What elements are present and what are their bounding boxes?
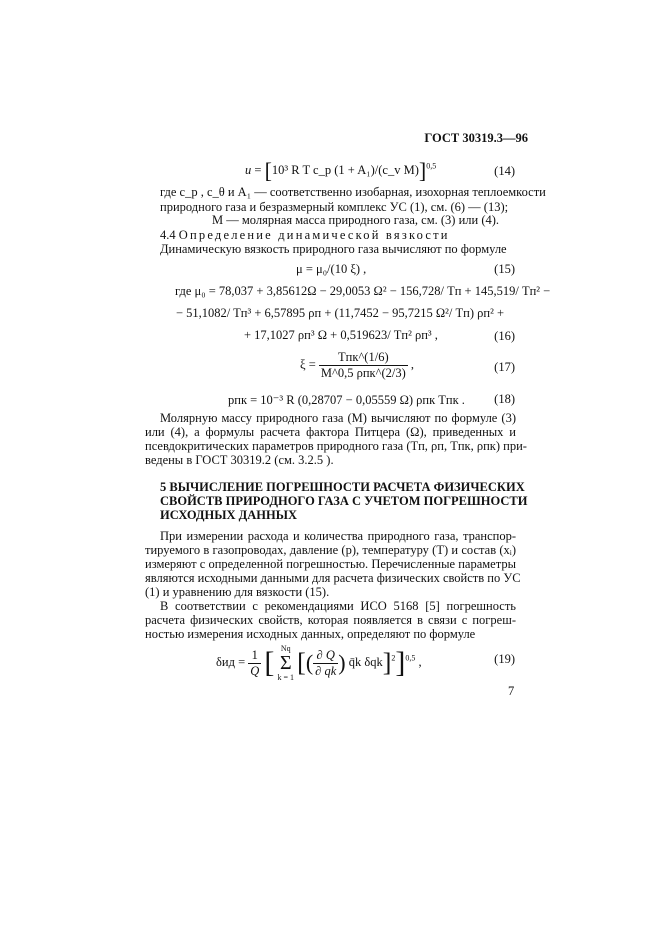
eq17-numerator: Tпк^(1/6) bbox=[319, 350, 408, 366]
para-measure-line-2: тируемого в газопроводах, давление (p), температуру (T) и состав (xᵢ) bbox=[145, 543, 516, 557]
eq19-tail: q̄k δqk bbox=[348, 654, 383, 669]
section-5-heading-line-1: 5 ВЫЧИСЛЕНИЕ ПОГРЕШНОСТИ РАСЧЕТА ФИЗИЧЕСКИХ bbox=[160, 480, 525, 494]
page-number: 7 bbox=[508, 684, 515, 698]
para-iso-line-1: В соответствии с рекомендациями ИСО 5168 [5] погрешность bbox=[160, 599, 516, 613]
section44-num: 4.4 bbox=[160, 228, 179, 242]
section-5-heading-line-3: ИСХОДНЫХ ДАННЫХ bbox=[160, 508, 298, 522]
equation-17 bbox=[300, 350, 414, 381]
para-molar-line-3: псевдокритических параметров природного газа (Tп, ρп, Tпк, ρпк) при- bbox=[145, 439, 527, 453]
where14-line-2: природного газа и безразмерный комплекс УС (1), см. (6) — (13); bbox=[160, 200, 509, 214]
document-header: ГОСТ 30319.3—96 bbox=[424, 131, 528, 145]
para-molar-line-2: или (4), а формулы расчета фактора Питцера (Ω), приведенных и bbox=[145, 425, 516, 439]
para-molar-line-4: ведены в ГОСТ 30319.2 (см. 3.2.5 ). bbox=[145, 453, 334, 467]
eq19-sum-bottom: k = 1 bbox=[277, 673, 295, 682]
eq14-lhs: u bbox=[245, 162, 252, 177]
eq19-number: (19) bbox=[494, 652, 515, 666]
eq19-one: 1 bbox=[248, 648, 261, 664]
eq17-lhs: ξ = bbox=[300, 357, 319, 372]
equation-16-line-1: где μ₀ = 78,037 + 3,85612Ω − 29,0053 Ω² − 156,728/ Tп + 145,519/ Tп² − bbox=[175, 284, 551, 298]
equation-14: u = [10³ R T c_p (1 + A₁)/(c_v M)]$^{0,5}$ bbox=[245, 158, 437, 183]
where14-line-1: где c_p , c_θ и A₁ — соответственно изобарная, изохорная теплоемкости bbox=[160, 185, 546, 199]
equation-15: μ = μ₀/(10 ξ) , bbox=[296, 262, 367, 276]
eq17-denominator: M^0,5 ρпк^(2/3) bbox=[320, 366, 406, 380]
eq19-lhs: δид = bbox=[216, 654, 249, 669]
eq19-dq-top: ∂ Q bbox=[313, 648, 338, 664]
para-iso-line-3: ностью измерения исходных данных, определяют по формуле bbox=[145, 627, 476, 641]
eq19-dq-bottom: ∂ qk bbox=[315, 663, 337, 678]
para-measure-line-5: (1) и уравнению для вязкости (15). bbox=[145, 585, 330, 599]
para-measure-line-1: При измерении расхода и количества природного газа, транспор- bbox=[160, 529, 516, 543]
para-iso-line-2: расчета физических свойств, которая появляется в связи с погреш- bbox=[145, 613, 516, 627]
eq14-content: 10³ R T c_p (1 + A₁)/(c_v M) bbox=[271, 162, 419, 177]
eq19-power: 0,5 bbox=[405, 653, 416, 663]
section44-title: Определение динамической вязкости bbox=[178, 228, 450, 242]
eq17-number: (17) bbox=[494, 360, 515, 374]
eq15-number: (15) bbox=[494, 262, 515, 276]
eq19-q: Q bbox=[250, 663, 260, 678]
where14-line-3: M — молярная масса природного газа, см. (3) или (4). bbox=[212, 213, 500, 227]
equation-16-line-3: + 17,1027 ρп³ Ω + 0,519623/ Tп² ρп³ , bbox=[244, 328, 438, 342]
viscosity-intro: Динамическую вязкость природного газа вычисляют по формуле bbox=[160, 242, 507, 256]
eq14-eq: = bbox=[251, 162, 265, 177]
section-5-heading-line-2: СВОЙСТВ ПРИРОДНОГО ГАЗА С УЧЕТОМ ПОГРЕШНОСТИ bbox=[160, 494, 528, 508]
equation-19: δид = $\frac{1}{Q}$ [ Nq Σ k = 1 [( $\frac{\partial Q}{\partial qk}$ ) q̄k δqk]$^2$]$^{0,5}$ , bbox=[216, 644, 422, 682]
eq16-number: (16) bbox=[494, 329, 515, 343]
equation-16-line-2: − 51,1082/ Tп³ + 6,57895 ρп + (11,7452 − 95,7215 Ω²/ Tп) ρп² + bbox=[176, 306, 504, 320]
eq14-power: 0,5 bbox=[426, 161, 437, 171]
eq19-sum-top: Nq bbox=[280, 644, 291, 653]
para-measure-line-4: являются исходными данными для расчета физических свойств по УС bbox=[145, 571, 521, 585]
para-measure-line-3: измеряют с определенной погрешностью. Перечисленные параметры bbox=[145, 557, 516, 571]
section-4-4-heading bbox=[160, 228, 450, 243]
equation-18: pпк = 10⁻³ R (0,28707 − 0,05559 Ω) ρпк Tпк . bbox=[228, 393, 465, 407]
eq18-number: (18) bbox=[494, 392, 515, 406]
para-molar-line-1: Молярную массу природного газа (M) вычисляют по формуле (3) bbox=[160, 411, 516, 425]
eq17-tail: , bbox=[407, 357, 415, 372]
eq14-number: (14) bbox=[494, 164, 515, 178]
